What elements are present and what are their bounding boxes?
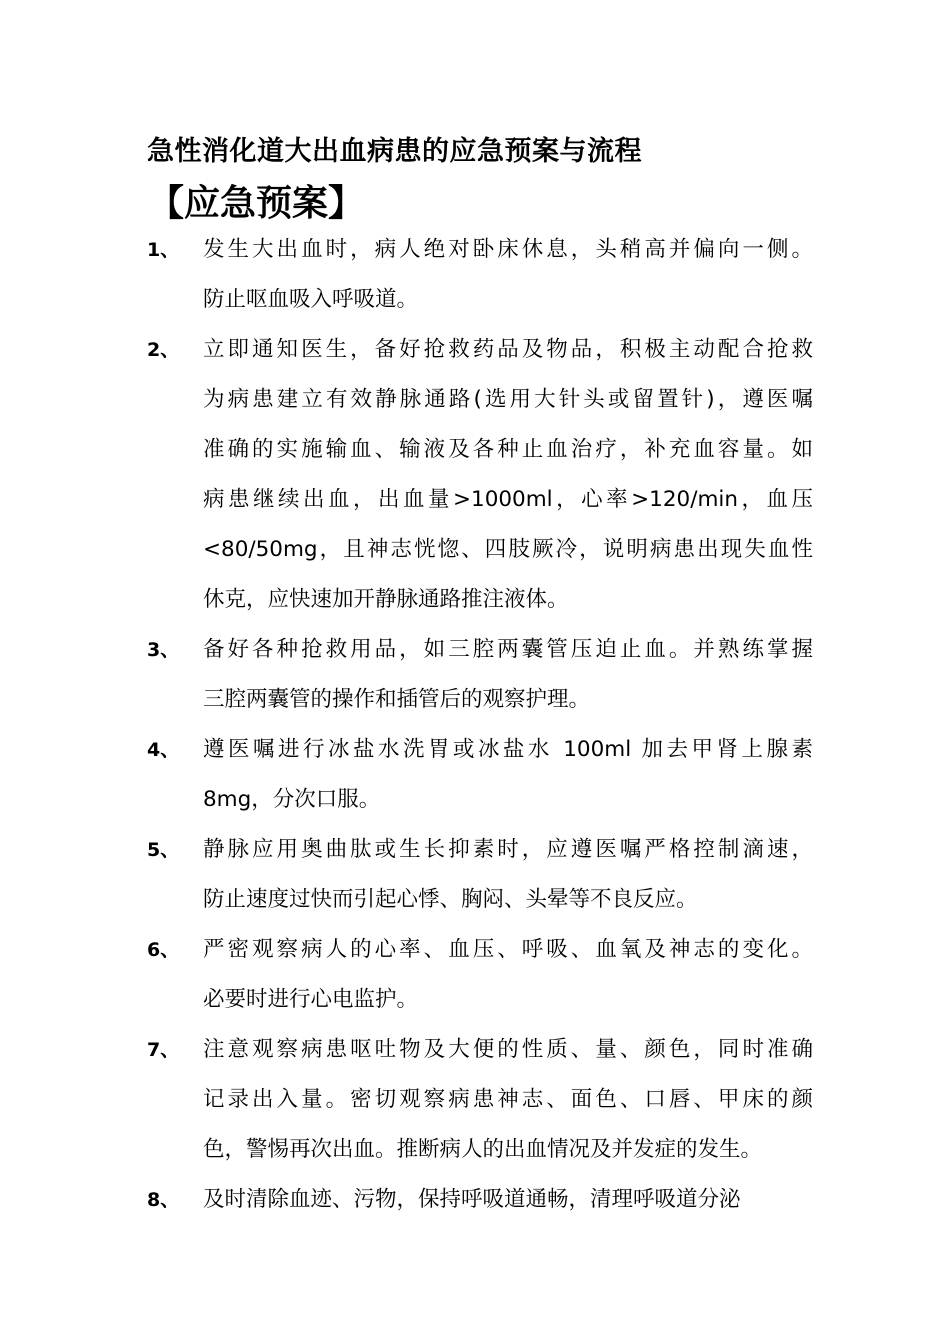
item-text-line: 及时清除血迹、污物，保持呼吸道通畅，清理呼吸道分泌 — [203, 1187, 741, 1212]
item-text-line: 防止速度过快而引起心悸、胸闷、头晕等不良反应。 — [203, 887, 698, 912]
item-text-line: 严密观察病人的心率、血压、呼吸、血氧及神志的变化。 — [203, 937, 813, 962]
list-item — [0, 625, 950, 725]
item-number: 2、 — [147, 339, 180, 361]
list-item — [0, 1025, 950, 1175]
document-title: 急性消化道大出血病患的应急预案与流程 — [147, 136, 642, 167]
list-item — [0, 1175, 950, 1225]
item-text-line: 准确的实施输血、输液及各种止血治疗，补充血容量。如 — [203, 437, 813, 462]
item-text-line: 病患继续出血，出血量>1000ml，心率>120/min，血压 — [203, 487, 813, 512]
list-item — [0, 325, 950, 625]
item-text-line: 注意观察病患呕吐物及大便的性质、量、颜色，同时准确 — [203, 1037, 813, 1062]
list-item — [0, 825, 950, 925]
item-text-line: 立即通知医生，备好抢救药品及物品，积极主动配合抢救 — [203, 337, 813, 362]
item-number: 8、 — [147, 1189, 180, 1211]
item-text-line: 静脉应用奥曲肽或生长抑素时，应遵医嘱严格控制滴速， — [203, 837, 813, 862]
item-text-line: 记录出入量。密切观察病患神志、面色、口唇、甲床的颜 — [203, 1087, 813, 1112]
list-item — [0, 225, 950, 325]
item-number: 4、 — [147, 739, 180, 761]
list-item — [0, 725, 950, 825]
item-number: 6、 — [147, 939, 180, 961]
item-text-line: 休克，应快速加开静脉通路推注液体。 — [203, 587, 569, 612]
item-number: 1、 — [147, 239, 180, 261]
item-text-line: 遵医嘱进行冰盐水洗胃或冰盐水 100ml 加去甲肾上腺素 — [203, 737, 813, 762]
item-text-line: 防止呕血吸入呼吸道。 — [203, 287, 419, 312]
item-text-line: <80/50mg，且神志恍惚、四肢厥冷，说明病患出现失血性 — [203, 537, 813, 562]
item-text-line: 为病患建立有效静脉通路(选用大针头或留置针)，遵医嘱 — [203, 387, 813, 412]
item-number: 3、 — [147, 639, 180, 661]
item-text-line: 8mg，分次口服。 — [203, 787, 381, 812]
emergency-plan-list — [0, 225, 950, 1225]
item-number: 7、 — [147, 1039, 180, 1061]
item-text-line: 发生大出血时，病人绝对卧床休息，头稍高并偏向一侧。 — [203, 237, 813, 262]
list-item — [0, 925, 950, 1025]
item-text-line: 必要时进行心电监护。 — [203, 987, 419, 1012]
item-number: 5、 — [147, 839, 180, 861]
item-text-line: 备好各种抢救用品，如三腔两囊管压迫止血。并熟练掌握 — [203, 637, 813, 662]
section-heading: 【应急预案】 — [148, 183, 365, 224]
item-text-line: 三腔两囊管的操作和插管后的观察护理。 — [203, 687, 591, 712]
item-text-line: 色，警惕再次出血。推断病人的出血情况及并发症的发生。 — [203, 1137, 763, 1162]
